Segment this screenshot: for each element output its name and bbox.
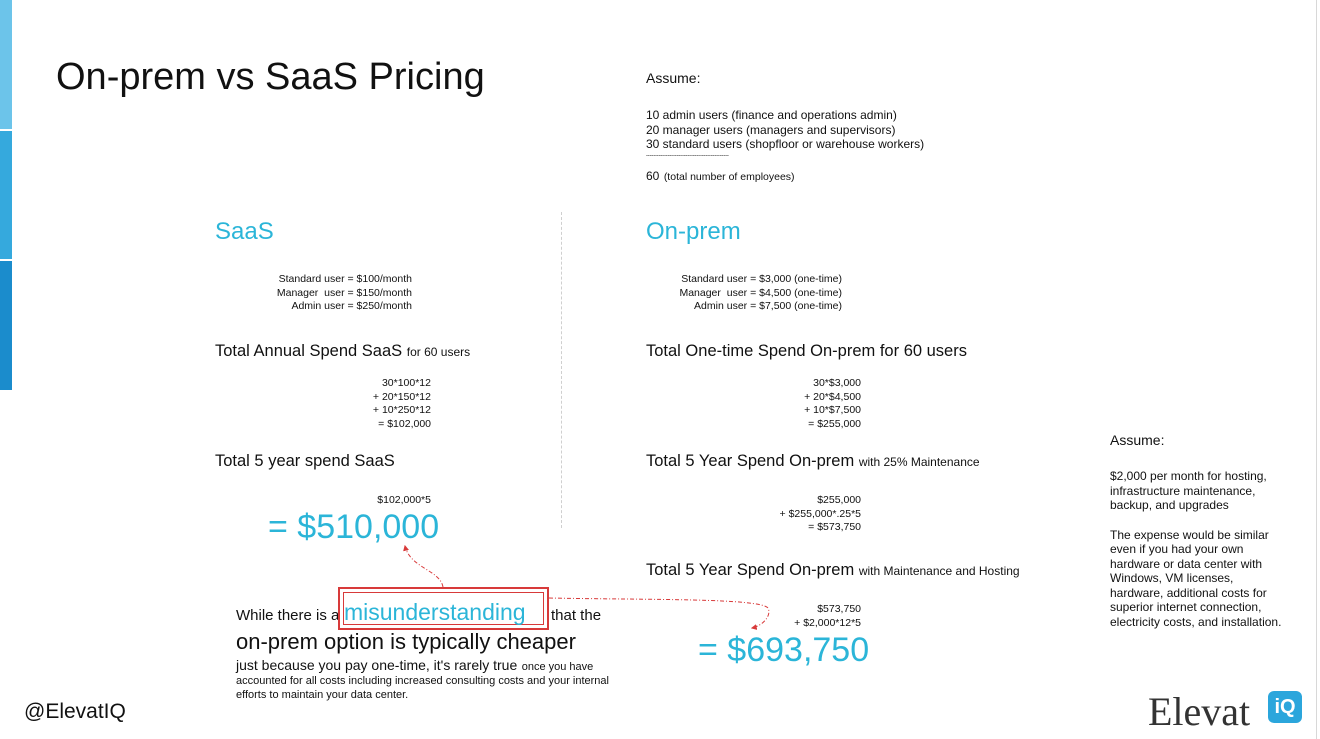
accent-bar-bottom bbox=[0, 261, 12, 390]
onprem-maint-title bbox=[646, 452, 980, 471]
assumptions-total-note: (total number of employees) bbox=[663, 170, 795, 183]
onprem-maint-title-text: Total 5 Year Spend On-prem bbox=[646, 452, 855, 470]
onprem-onetime-line-3: + 10*$7,500 bbox=[804, 404, 861, 416]
onprem-heading: On-prem bbox=[646, 218, 741, 245]
company-logo bbox=[1148, 688, 1250, 735]
assumption-manager: 20 manager users (managers and supervisors) bbox=[646, 122, 896, 137]
onprem-hosting-calc bbox=[721, 603, 861, 630]
hosting-assumption-line-2: The expense would be similar even if you had your own hardware or data center with Windows, VM licenses, hardware, additional costs for superior internet connection, electricity costs, and installation. bbox=[1110, 527, 1282, 629]
slide-title: On-prem vs SaaS Pricing bbox=[56, 56, 485, 98]
note-line-3 bbox=[236, 657, 593, 675]
assumptions-lines bbox=[646, 108, 986, 152]
note-emphasis: on-prem option is typically cheaper bbox=[236, 629, 576, 654]
onprem-price-admin: Admin user = $7,500 (one-time) bbox=[694, 300, 842, 312]
assumption-standard: 30 standard users (shopfloor or warehouse workers) bbox=[646, 137, 925, 151]
onprem-hosting-line-2: + $2,000*12*5 bbox=[794, 616, 861, 629]
logo-badge: iQ bbox=[1268, 691, 1302, 723]
onprem-hosting-title bbox=[646, 561, 1020, 580]
onprem-maint-calc bbox=[701, 494, 861, 535]
onprem-hosting-subtitle: with Maintenance and Hosting bbox=[858, 564, 1020, 578]
saas-annual-line-4: = $102,000 bbox=[378, 417, 431, 430]
saas-price-standard: Standard user = $100/month bbox=[278, 273, 412, 285]
onprem-maint-line-3: = $573,750 bbox=[808, 521, 861, 533]
social-handle: @ElevatIQ bbox=[24, 700, 126, 723]
onprem-hosting-total: = $693,750 bbox=[698, 631, 870, 669]
highlight-word: misunderstanding bbox=[344, 599, 526, 625]
assumptions-block bbox=[646, 70, 986, 185]
saas-annual-title bbox=[215, 342, 470, 361]
saas-annual-calc bbox=[311, 377, 431, 431]
onprem-onetime-calc bbox=[741, 377, 861, 431]
assumptions-heading: Assume: bbox=[646, 70, 701, 86]
assumption-admin: 10 admin users (finance and operations admin) bbox=[646, 108, 897, 122]
saas-price-manager: Manager user = $150/month bbox=[276, 286, 412, 299]
onprem-onetime-title: Total One-time Spend On-prem for 60 users bbox=[646, 342, 967, 360]
onprem-onetime-line-4: = $255,000 bbox=[808, 417, 861, 430]
right-edge-line bbox=[1316, 0, 1317, 739]
onprem-hosting-line-1: $573,750 bbox=[817, 603, 861, 615]
accent-bar-top bbox=[0, 0, 12, 129]
onprem-maint-line-2: + $255,000*.25*5 bbox=[779, 507, 861, 520]
saas-annual-subtitle: for 60 users bbox=[406, 345, 471, 359]
assumptions-total-value: 60 bbox=[646, 168, 660, 183]
hosting-assumption bbox=[1110, 432, 1285, 629]
logo-wordmark: Elevat bbox=[1148, 689, 1251, 734]
onprem-hosting-title-text: Total 5 Year Spend On-prem bbox=[646, 561, 855, 579]
onprem-onetime-line-1: 30*$3,000 bbox=[813, 377, 861, 389]
arrow-to-saas-total bbox=[405, 546, 443, 587]
onprem-prices bbox=[642, 273, 842, 314]
saas-annual-line-1: 30*100*12 bbox=[381, 377, 431, 389]
note-after: that the bbox=[551, 607, 602, 624]
note-line-1 bbox=[236, 607, 339, 624]
note-line-3-small: once you have bbox=[521, 661, 594, 673]
accent-bar-middle bbox=[0, 131, 12, 259]
saas-annual-line-3: + 10*250*12 bbox=[372, 404, 431, 416]
hosting-assumption-line-1: $2,000 per month for hosting, infrastructure maintenance, backup, and upgrades bbox=[1110, 469, 1267, 512]
saas-annual-title-text: Total Annual Spend SaaS bbox=[215, 342, 403, 360]
onprem-price-standard: Standard user = $3,000 (one-time) bbox=[681, 273, 842, 285]
note-line-3-text: just because you pay one-time, it's rarely true bbox=[236, 657, 518, 673]
saas-prices bbox=[232, 273, 412, 314]
saas-five-year-calc: $102,000*5 bbox=[377, 494, 431, 506]
saas-annual-line-2: + 20*150*12 bbox=[372, 390, 431, 403]
saas-five-year-total: = $510,000 bbox=[268, 508, 440, 546]
assumptions-rule: ---------------------------------------------- bbox=[646, 152, 729, 159]
onprem-maint-line-1: $255,000 bbox=[817, 494, 861, 506]
onprem-onetime-line-2: + 20*$4,500 bbox=[804, 390, 861, 403]
saas-price-admin: Admin user = $250/month bbox=[291, 300, 412, 312]
onprem-price-manager: Manager user = $4,500 (one-time) bbox=[679, 286, 842, 299]
saas-heading: SaaS bbox=[215, 218, 274, 245]
hosting-assumption-heading: Assume: bbox=[1110, 432, 1165, 448]
assumptions-total bbox=[646, 167, 986, 185]
column-divider bbox=[561, 212, 562, 528]
note-rest: accounted for all costs including increased consulting costs and your internal efforts to maintain your data center. bbox=[236, 675, 609, 701]
saas-five-year-title: Total 5 year spend SaaS bbox=[215, 452, 395, 470]
note-lead: While there is a bbox=[236, 607, 340, 624]
onprem-maint-subtitle: with 25% Maintenance bbox=[858, 455, 980, 469]
